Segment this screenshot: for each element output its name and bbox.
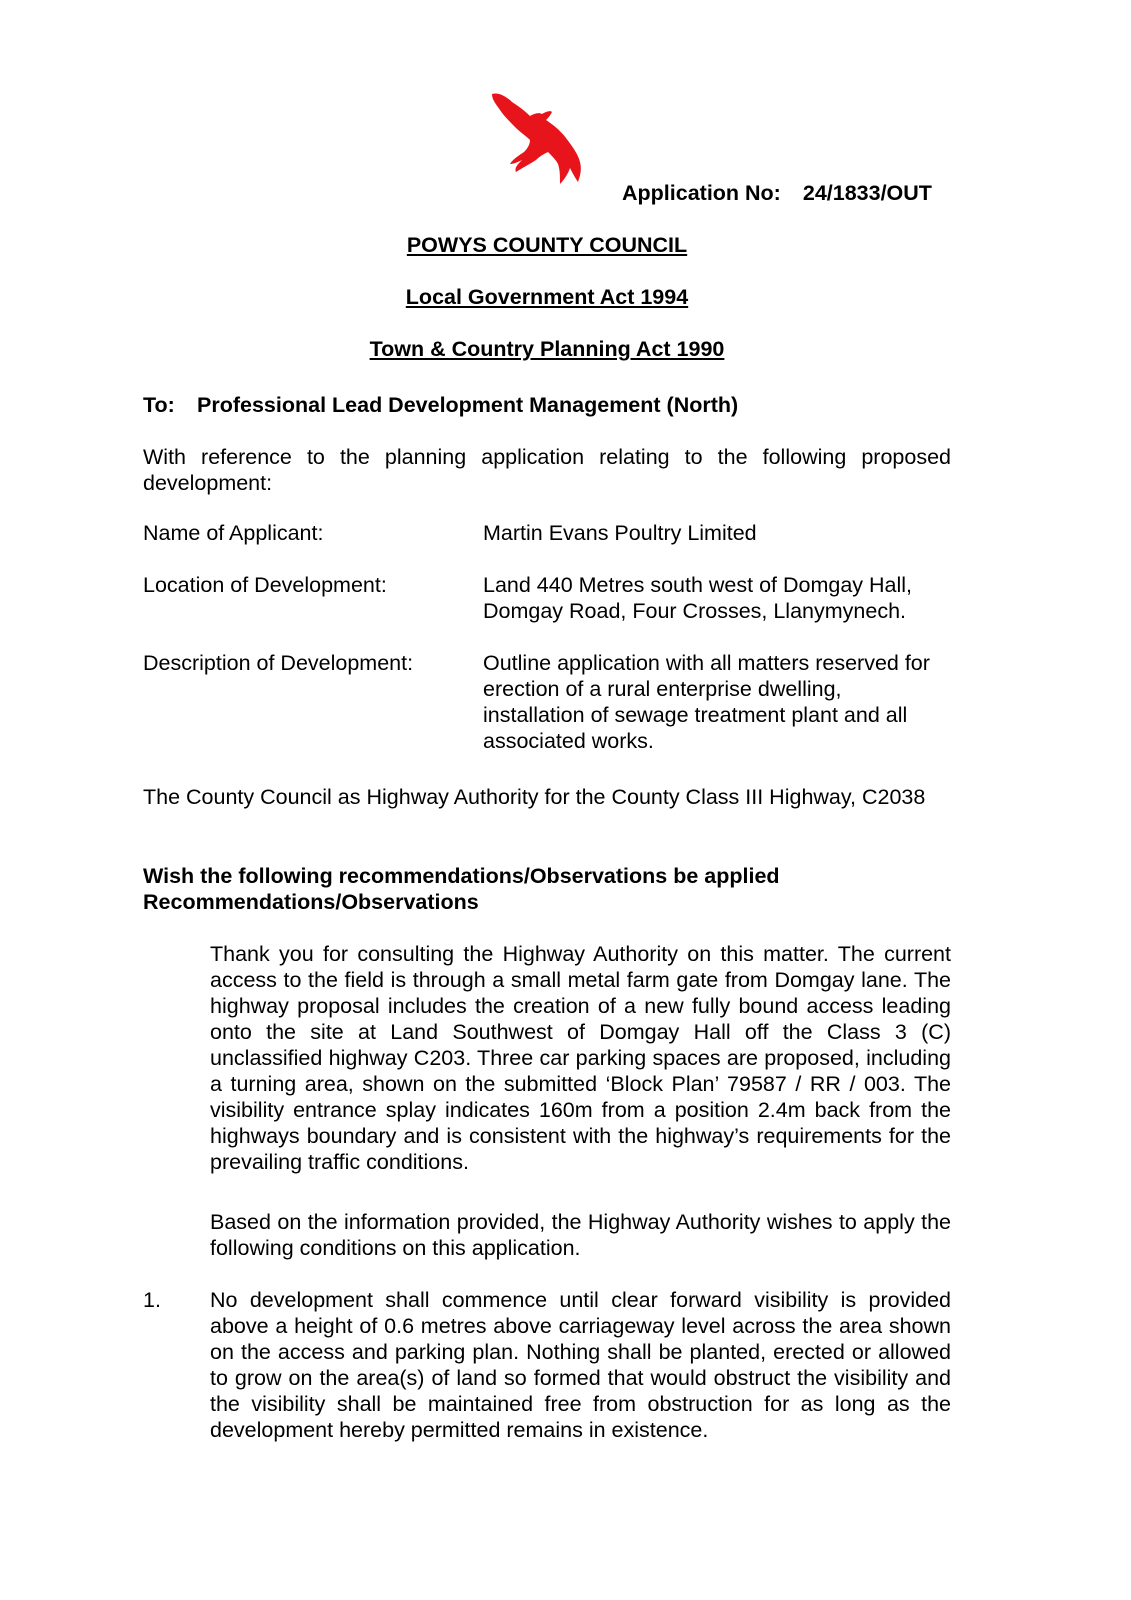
- applicant-value: Martin Evans Poultry Limited: [483, 521, 757, 545]
- authority-paragraph: The County Council as Highway Authority for the County Class III Highway, C2038: [143, 785, 926, 809]
- location-value-line-1: Land 440 Metres south west of Domgay Hall,: [483, 573, 913, 597]
- location-value-line-2: Domgay Road, Four Crosses, Llanymynech.: [483, 599, 907, 623]
- recommendation-paragraph-1: Thank you for consulting the Highway Authority on this matter. The current access to the field is through a small metal farm gate from Domgay lane. The highway proposal includes the creation of a new fully bound access leading onto the site at Land Southwest of Domgay Hall off the Class 3 (C) unclassified highway C203. Three car parking spaces are proposed, including a turning area, shown on the submitted ‘Block Plan’ 79587 / RR / 003. The visibility entrance splay indicates 160m from a position 2.4m back from the highways boundary and is consistent with the highway’s requirements for the prevailing traffic conditions.: [210, 942, 951, 1174]
- recipient: Professional Lead Development Management (North): [197, 393, 739, 417]
- recipient-line: [143, 392, 738, 418]
- application-number-value: 24/1833/OUT: [802, 181, 932, 205]
- condition-number: 1.: [143, 1288, 161, 1312]
- act-title-1: Local Government Act 1994: [405, 285, 689, 309]
- red-kite-bird-icon: [490, 90, 590, 186]
- recommendation-paragraph-2: Based on the information provided, the Highway Authority wishes to apply the following conditions on this application.: [210, 1210, 951, 1260]
- location-label: Location of Development:: [143, 573, 387, 597]
- applicant-label: Name of Applicant:: [143, 521, 324, 545]
- recommendations-heading-line-2: Recommendations/Observations: [143, 890, 479, 914]
- application-number-label: Application No:: [622, 181, 781, 205]
- council-title: POWYS COUNTY COUNCIL: [406, 233, 688, 257]
- application-number-line: [622, 180, 932, 206]
- act-title-2: Town & Country Planning Act 1990: [369, 337, 725, 361]
- recommendations-heading-line-1: Wish the following recommendations/Observations be applied: [143, 864, 780, 888]
- description-value: Outline application with all matters reserved for erection of a rural enterprise dwelling, installation of sewage treatment plant and all associated works.: [483, 651, 930, 753]
- description-label: Description of Development:: [143, 651, 414, 675]
- intro-paragraph: With reference to the planning application relating to the following proposed development:: [143, 445, 951, 495]
- condition-text: No development shall commence until clear forward visibility is provided above a height of 0.6 metres above carriageway level across the area shown on the access and parking plan. Nothing shall be planted, erected or allowed to grow on the area(s) of land so formed that would obstruct the visibility and the visibility shall be maintained free from obstruction for as long as the development hereby permitted remains in existence.: [210, 1288, 951, 1442]
- to-label: To:: [143, 393, 175, 417]
- recommendations-heading: [143, 863, 951, 915]
